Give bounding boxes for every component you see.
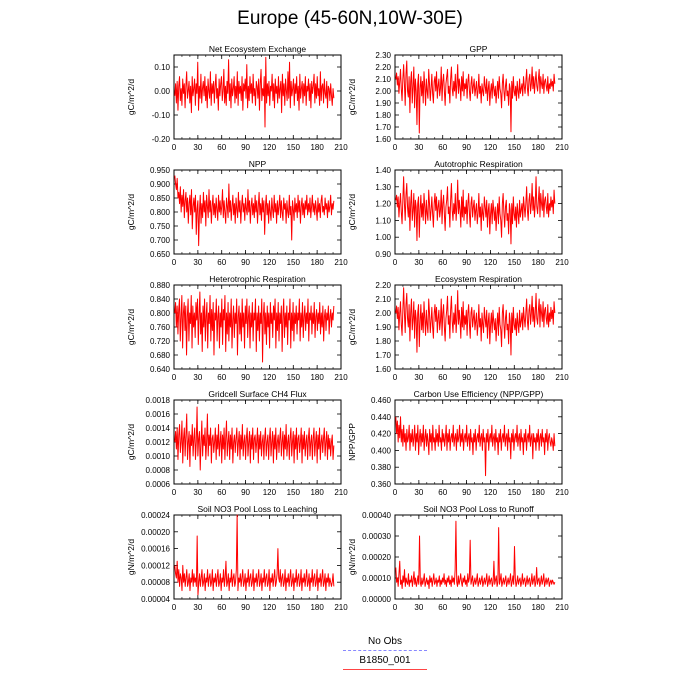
panel-8 [347,389,569,497]
x-tick-label: 150 [507,143,521,152]
y-tick-label: 2.00 [375,87,391,96]
series-line [396,61,555,133]
x-tick-label: 30 [193,488,203,497]
x-tick-label: 120 [483,488,498,497]
legend-line-model [343,669,427,670]
y-tick-label: 0.380 [370,463,391,473]
y-tick-label: 1.60 [375,365,391,374]
x-tick-label: 30 [414,258,424,267]
x-tick-label: 30 [193,143,203,152]
y-tick-label: 0.00010 [362,574,391,583]
y-axis-label: gN/m^2/d [347,538,357,576]
y-tick-label: 0.90 [375,250,391,259]
panel-1 [126,44,348,152]
y-tick-label: 0.0014 [145,424,170,433]
x-tick-label: 120 [262,603,277,612]
y-tick-label: 1.10 [375,216,391,226]
x-tick-label: 0 [392,373,398,382]
x-tick-label: 30 [414,143,424,152]
series-line [175,292,334,362]
y-axis-label: gN/m^2/d [126,538,136,576]
y-tick-label: 0.800 [149,208,170,217]
panel-2 [347,44,569,152]
y-tick-label: 0.00016 [141,544,170,554]
x-tick-label: 0 [392,603,398,612]
y-tick-label: 0.0010 [145,452,170,461]
x-tick-label: 150 [507,258,521,267]
y-tick-label: 0.750 [149,222,170,231]
y-axis-label: gC/m^2/d [126,308,136,346]
x-tick-label: 180 [531,143,545,152]
x-tick-label: 120 [262,143,277,152]
x-tick-label: 30 [414,373,424,382]
y-tick-label: 0.0016 [145,410,170,419]
y-tick-label: 0.800 [149,309,170,318]
y-tick-label: 0.00 [154,87,170,96]
legend-entry-obs [340,636,430,651]
y-tick-label: 1.80 [375,111,391,120]
x-tick-label: 90 [241,373,251,382]
y-tick-label: 0.850 [149,194,170,203]
y-tick-label: 0.00008 [141,578,170,588]
x-tick-label: 60 [217,258,227,267]
y-tick-label: 1.90 [375,99,391,108]
y-axis-label: gC/m^2/d [126,78,136,116]
y-tick-label: 0.650 [149,250,170,259]
x-tick-label: 0 [392,143,398,152]
x-tick-label: 60 [438,143,448,152]
x-tick-label: 210 [334,258,348,267]
x-tick-label: 180 [531,488,545,497]
series-line [175,57,334,127]
series-line [175,407,334,470]
x-tick-label: 60 [438,488,448,497]
y-tick-label: 1.20 [375,199,391,209]
y-axis-label: NPP/GPP [347,423,357,461]
y-axis-label: gC/m^2/d [347,308,357,346]
x-tick-label: 0 [171,603,177,612]
y-tick-label: 0.950 [149,166,170,175]
x-tick-label: 210 [555,143,569,152]
x-tick-label: 120 [483,373,498,382]
y-axis-label: gC/m^2/d [126,423,136,461]
x-tick-label: 210 [334,603,348,612]
x-tick-label: 210 [555,258,569,267]
x-tick-label: 120 [262,488,277,497]
x-tick-label: 60 [438,258,448,267]
x-tick-label: 180 [531,603,545,612]
x-tick-label: 60 [217,488,227,497]
y-tick-label: 2.00 [375,309,391,318]
x-tick-label: 90 [462,143,472,152]
series-line [396,177,555,244]
y-tick-label: 0.440 [370,412,391,422]
x-tick-label: 90 [462,603,472,612]
x-tick-label: 30 [414,488,424,497]
x-tick-label: 180 [310,488,324,497]
y-tick-label: 1.40 [375,166,391,175]
x-tick-label: 120 [262,373,277,382]
y-tick-label: 0.640 [149,365,170,374]
x-tick-label: 150 [507,373,521,382]
x-tick-label: 120 [262,258,277,267]
legend [340,636,430,670]
y-axis-label: gC/m^2/d [347,78,357,116]
series-line [396,417,555,476]
y-tick-label: 2.30 [375,51,391,60]
x-tick-label: 150 [286,603,300,612]
y-tick-label: 0.00020 [362,553,391,562]
legend-label-model: B1850_001 [359,655,411,666]
y-axis-label: gC/m^2/d [347,193,357,231]
x-tick-label: 90 [241,603,251,612]
x-tick-label: 150 [507,488,521,497]
legend-label-obs: No Obs [368,636,402,647]
panel-3 [126,159,348,267]
y-tick-label: -0.20 [151,135,170,144]
x-tick-label: 60 [217,143,227,152]
x-tick-label: 90 [241,258,251,267]
x-tick-label: 120 [483,258,498,267]
x-tick-label: 60 [217,373,227,382]
panel-7 [126,389,348,497]
x-tick-label: 90 [241,488,251,497]
y-tick-label: 2.10 [375,75,391,84]
panel-title: Autotrophic Respiration [434,159,523,169]
y-tick-label: 0.00000 [362,595,391,604]
y-tick-label: 1.30 [375,182,391,192]
panel-9 [126,504,348,612]
figure-title: Europe (45-60N,10W-30E) [237,8,463,29]
y-tick-label: 0.840 [149,295,170,304]
y-tick-label: 0.0012 [145,438,170,447]
y-tick-label: 0.00004 [141,595,170,604]
y-tick-label: 0.00024 [141,511,170,520]
x-tick-label: 210 [555,373,569,382]
x-tick-label: 0 [392,258,398,267]
series-line [396,288,555,355]
x-tick-label: 150 [507,603,521,612]
panel-title: NPP [248,159,267,169]
panel-title: GPP [469,44,488,54]
x-tick-label: 30 [414,603,424,612]
y-tick-label: 1.70 [375,351,391,360]
y-tick-label: 0.0018 [145,396,170,405]
x-tick-label: 210 [334,488,348,497]
panel-title: Soil NO3 Pool Loss to Runoff [423,504,534,514]
y-tick-label: -0.10 [151,111,170,120]
y-tick-label: 0.880 [149,281,170,290]
y-tick-label: 0.420 [370,429,391,439]
x-tick-label: 0 [171,373,177,382]
y-axis-label: gC/m^2/d [126,193,136,231]
x-tick-label: 210 [555,603,569,612]
y-tick-label: 0.680 [149,351,170,360]
y-tick-label: 0.400 [370,446,391,456]
panel-10 [347,504,569,612]
x-tick-label: 90 [462,258,472,267]
y-tick-label: 1.70 [375,123,391,132]
x-tick-label: 90 [462,373,472,382]
y-tick-label: 2.20 [375,281,391,290]
x-tick-label: 90 [462,488,472,497]
y-tick-label: 1.90 [375,323,391,332]
x-tick-label: 180 [310,258,324,267]
x-tick-label: 180 [531,258,545,267]
y-tick-label: 1.60 [375,135,391,144]
y-tick-label: 0.720 [149,337,170,346]
x-tick-label: 210 [334,143,348,152]
y-tick-label: 0.00030 [362,532,391,541]
y-tick-label: 1.80 [375,337,391,346]
panel-title: Net Ecosystem Exchange [208,44,307,54]
y-tick-label: 1.00 [375,233,391,243]
x-tick-label: 180 [310,143,324,152]
x-tick-label: 120 [483,603,498,612]
x-tick-label: 180 [310,373,324,382]
panel-6 [347,274,569,382]
x-tick-label: 180 [310,603,324,612]
legend-line-obs [343,650,427,651]
x-tick-label: 60 [217,603,227,612]
x-tick-label: 0 [171,488,177,497]
x-tick-label: 120 [483,143,498,152]
x-tick-label: 180 [531,373,545,382]
panel-title: Heterotrophic Respiration [209,274,306,284]
series-line [175,176,334,246]
x-tick-label: 60 [438,603,448,612]
panel-title: Ecosystem Respiration [435,274,522,284]
y-tick-label: 0.900 [149,180,170,189]
x-tick-label: 90 [241,143,251,152]
y-tick-label: 0.700 [149,236,170,245]
y-tick-label: 0.760 [149,323,170,332]
x-tick-label: 150 [286,258,300,267]
y-tick-label: 0.460 [370,396,391,405]
panel-title: Carbon Use Efficiency (NPP/GPP) [413,389,544,399]
panel-5 [126,274,348,382]
x-tick-label: 0 [392,488,398,497]
series-line [175,515,334,595]
y-tick-label: 2.20 [375,63,391,72]
y-tick-label: 0.00012 [141,561,170,571]
x-tick-label: 150 [286,488,300,497]
x-tick-label: 0 [171,143,177,152]
panel-title: Gridcell Surface CH4 Flux [208,389,307,399]
y-tick-label: 0.00040 [362,511,391,520]
y-tick-label: 0.00020 [141,527,170,537]
panel-4 [347,159,569,267]
x-tick-label: 150 [286,143,300,152]
legend-entry-model [340,655,430,670]
x-tick-label: 30 [193,373,203,382]
x-tick-label: 0 [171,258,177,267]
series-line [396,521,555,588]
x-tick-label: 210 [555,488,569,497]
y-tick-label: 0.10 [154,63,170,72]
y-tick-label: 0.360 [370,480,391,489]
panel-title: Soil NO3 Pool Loss to Leaching [197,504,318,514]
y-tick-label: 2.10 [375,295,391,304]
x-tick-label: 60 [438,373,448,382]
x-tick-label: 30 [193,258,203,267]
y-tick-label: 0.0008 [145,466,170,475]
x-tick-label: 210 [334,373,348,382]
y-tick-label: 0.0006 [145,480,170,489]
x-tick-label: 30 [193,603,203,612]
x-tick-label: 150 [286,373,300,382]
